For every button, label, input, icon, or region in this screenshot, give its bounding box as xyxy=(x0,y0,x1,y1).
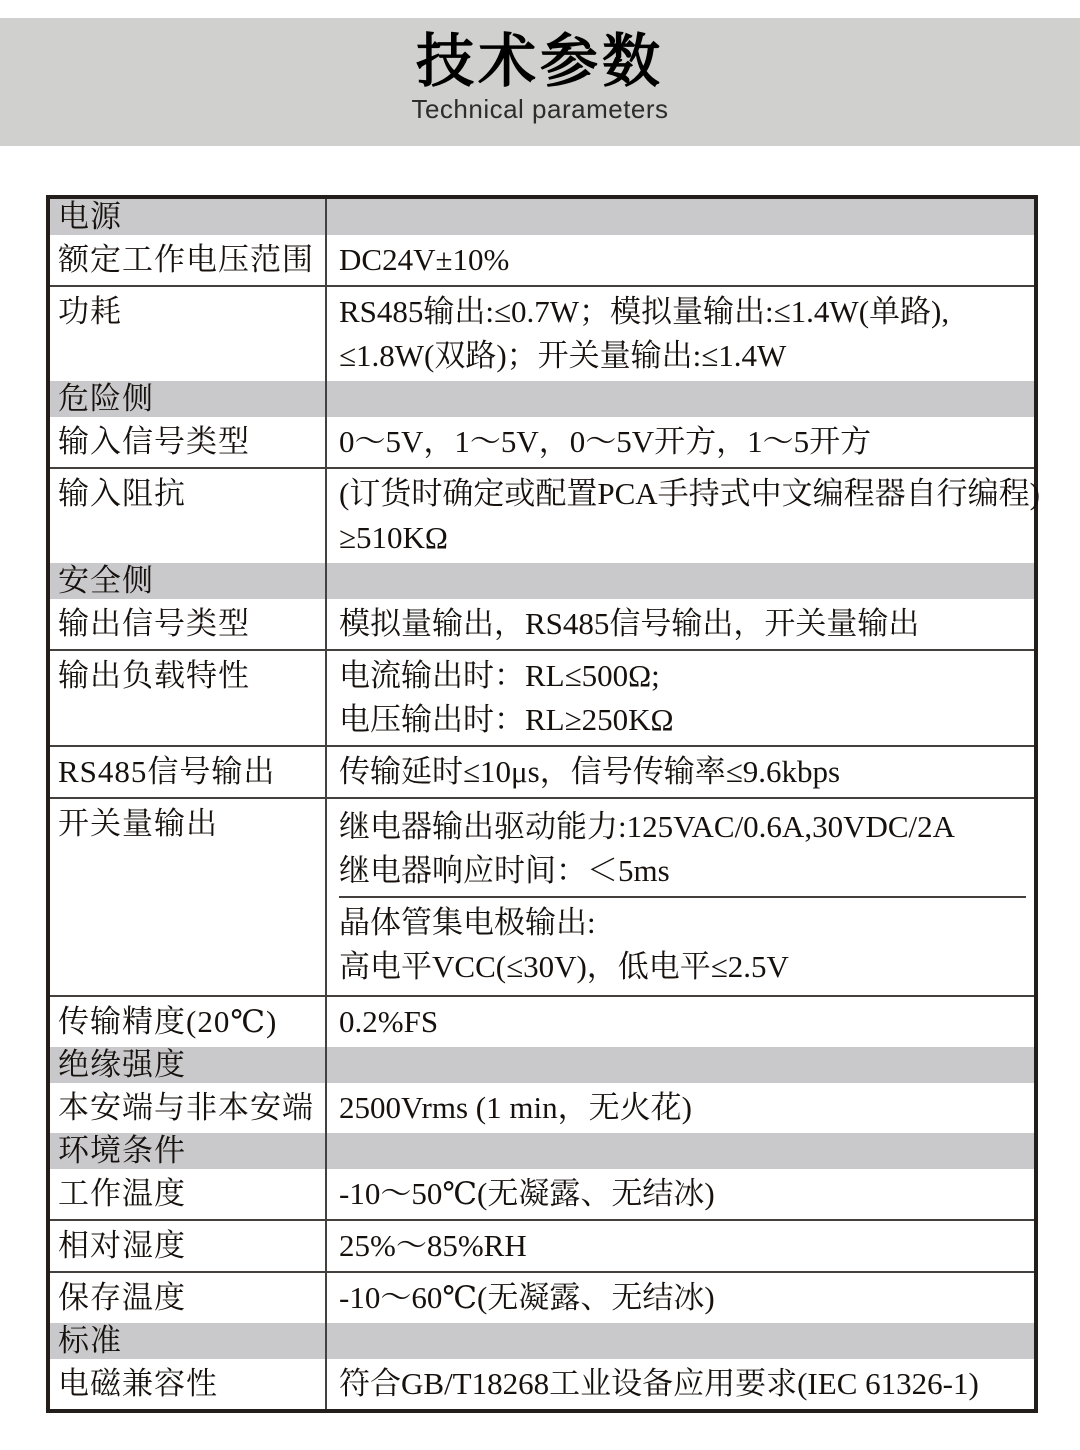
value-line: DC24V±10% xyxy=(339,242,510,277)
row-label: 功耗 xyxy=(50,287,327,381)
section-row xyxy=(50,199,1034,235)
value-line: 电流输出时：RL≤500Ω; xyxy=(339,658,660,693)
row-label: 工作温度 xyxy=(50,1169,327,1219)
row-label: 相对湿度 xyxy=(50,1221,327,1271)
value-line: 晶体管集电极输出: xyxy=(339,905,596,940)
row-label: 输入信号类型 xyxy=(50,417,327,467)
row-label: 输入阻抗 xyxy=(50,469,327,563)
section-label: 标准 xyxy=(50,1323,327,1359)
row-value xyxy=(327,235,1034,285)
row-label: 输出信号类型 xyxy=(50,599,327,649)
value-line: -10～50℃(无凝露、无结冰) xyxy=(339,1176,715,1211)
value-line: 符合GB/T18268工业设备应用要求(IEC 61326-1) xyxy=(339,1366,979,1401)
row-value xyxy=(327,747,1034,797)
table-row xyxy=(50,747,1034,799)
row-label: 本安端与非本安端 xyxy=(50,1083,327,1133)
value-line: 25%～85%RH xyxy=(339,1228,527,1263)
page-title: 技术参数 xyxy=(415,29,664,94)
row-subvalue xyxy=(339,802,1026,898)
value-line: ≥510KΩ xyxy=(339,520,448,555)
row-label: RS485信号输出 xyxy=(50,747,327,797)
section-label: 危险侧 xyxy=(50,381,327,417)
row-value xyxy=(327,287,1034,381)
row-subvalue xyxy=(339,898,1026,992)
row-value xyxy=(327,381,1034,417)
table-row xyxy=(50,997,1034,1047)
table-row xyxy=(50,417,1034,469)
page-subtitle: Technical parameters xyxy=(411,94,669,124)
value-line: 模拟量输出，RS485信号输出，开关量输出 xyxy=(339,606,920,641)
row-value xyxy=(327,469,1048,563)
row-label: 开关量输出 xyxy=(50,799,327,995)
value-line: 2500Vrms (1 min，无火花) xyxy=(339,1090,692,1125)
section-row xyxy=(50,1133,1034,1169)
table-row xyxy=(50,287,1034,381)
header-banner xyxy=(0,18,1080,146)
section-row xyxy=(50,1323,1034,1359)
row-label: 电磁兼容性 xyxy=(50,1359,327,1409)
value-line: 0.2%FS xyxy=(339,1004,439,1039)
row-value xyxy=(327,1169,1034,1219)
value-line: RS485输出:≤0.7W；模拟量输出:≤1.4W(单路), xyxy=(339,294,950,329)
table-row xyxy=(50,469,1040,563)
row-label: 保存温度 xyxy=(50,1273,327,1323)
value-line: 继电器响应时间：＜5ms xyxy=(339,853,670,888)
section-label: 电源 xyxy=(50,199,327,235)
table-row xyxy=(50,599,1034,651)
value-line: 0～5V，1～5V，0～5V开方，1～5开方 xyxy=(339,424,872,459)
row-label: 传输精度(20℃) xyxy=(50,997,327,1047)
row-value xyxy=(327,199,1034,235)
table-row xyxy=(50,651,1034,747)
section-row xyxy=(50,381,1034,417)
value-line: (订货时确定或配置PCA手持式中文编程器自行编程) xyxy=(339,476,1040,511)
row-value xyxy=(327,417,1034,467)
row-value xyxy=(327,1221,1034,1271)
row-label: 额定工作电压范围 xyxy=(50,235,327,285)
section-label: 安全侧 xyxy=(50,563,327,599)
table-row xyxy=(50,1221,1034,1273)
value-line: 继电器输出驱动能力:125VAC/0.6A,30VDC/2A xyxy=(339,809,956,844)
value-line: 传输延时≤10μs，信号传输率≤9.6kbps xyxy=(339,754,841,789)
row-value xyxy=(327,651,1034,745)
value-line: 高电平VCC(≤30V)，低电平≤2.5V xyxy=(339,949,789,984)
table-row xyxy=(50,1083,1034,1133)
table-row xyxy=(50,1359,1034,1409)
value-line: 电压输出时：RL≥250KΩ xyxy=(339,702,674,737)
row-value xyxy=(327,1273,1034,1323)
row-value xyxy=(327,1359,1034,1409)
row-value xyxy=(327,563,1034,599)
row-value xyxy=(327,599,1034,649)
row-value xyxy=(327,799,1034,995)
table-row xyxy=(50,1273,1034,1323)
row-value xyxy=(327,1083,1034,1133)
row-value xyxy=(327,1133,1034,1169)
value-line: ≤1.8W(双路)；开关量输出:≤1.4W xyxy=(339,338,787,373)
section-row xyxy=(50,1047,1034,1083)
row-value xyxy=(327,1323,1034,1359)
section-row xyxy=(50,563,1034,599)
row-value xyxy=(327,997,1034,1047)
table-row xyxy=(50,235,1034,287)
table-row xyxy=(50,799,1034,997)
spec-table xyxy=(46,195,1038,1413)
value-line: -10～60℃(无凝露、无结冰) xyxy=(339,1280,715,1315)
row-value xyxy=(327,1047,1034,1083)
table-row xyxy=(50,1169,1034,1221)
section-label: 绝缘强度 xyxy=(50,1047,327,1083)
section-label: 环境条件 xyxy=(50,1133,327,1169)
row-label: 输出负载特性 xyxy=(50,651,327,745)
